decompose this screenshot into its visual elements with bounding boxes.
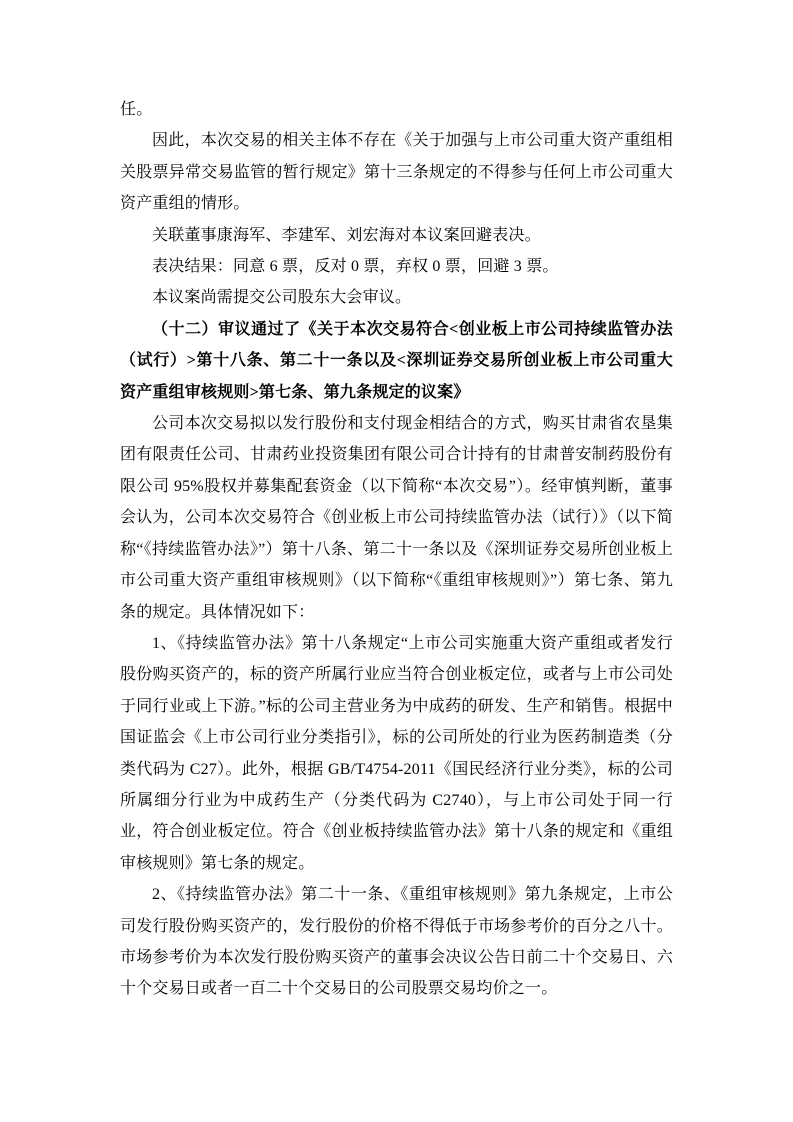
section-heading-item-12: （十二）审议通过了《关于本次交易符合<创业板上市公司持续监管办法（试行）>第十八条、第二十一条以及<深圳证券交易所创业板上市公司重大资产重组审核规则>第七条、第九条规定的议案》	[120, 320, 673, 401]
paragraph-conclusion: 因此，本次交易的相关主体不存在《关于加强与上市公司重大资产重组相关股票异常交易监管的暂行规定》第十三条规定的不得参与任何上市公司重大资产重组的情形。	[120, 132, 673, 213]
paragraph-rule-18-analysis: 1、《持续监管办法》第十八条规定“上市公司实施重大资产重组或者发行股份购买资产的，标的资产所属行业应当符合创业板定位，或者与上市公司处于同行业或上下游。”标的公司主营业务为中成药的研发、生产和销售。根据中国证监会《上市公司行业分类指引》，标的公司所处的行业为医药制造类（分类代码为 C27）。此外，根据 GB/T4754-2011《国民经济行业分类》，标的公司所属细分行业为中成药生产（分类代码为 C2740），与上市公司处于同一行业，符合创业板定位。符合《创业板持续监管办法》第十八条的规定和《重组审核规则》第七条的规定。	[120, 634, 673, 872]
paragraph-related-directors-recusal: 关联董事康海军、李建军、刘宏海对本议案回避表决。	[152, 226, 541, 244]
paragraph-transaction-overview: 公司本次交易拟以发行股份和支付现金相结合的方式，购买甘肃省农垦集团有限责任公司、甘肃药业投资集团有限公司合计持有的甘肃普安制药股份有限公司 95%股权并募集配套资金（以下简称“本次交易”）。经审慎判断，董事会认为，公司本次交易符合《创业板上市公司持续监管办法（试行）》（以下简称“《持续监管办法》”）第十八条、第二十一条以及《深圳证券交易所创业板上市公司重大资产重组审核规则》（以下简称“《重组审核规则》”）第七条、第九条的规定。具体情况如下：	[120, 415, 673, 621]
document-content	[120, 94, 673, 1005]
paragraph-submit-to-shareholders: 本议案尚需提交公司股东大会审议。	[152, 289, 412, 307]
paragraph-carryover: 任。	[120, 101, 153, 118]
paragraph-rule-21-analysis: 2、《持续监管办法》第二十一条、《重组审核规则》第九条规定，上市公司发行股份购买资产的，发行股份的价格不得低于市场参考价的百分之八十。市场参考价为本次发行股份购买资产的董事会决议公告日前二十个交易日、六十个交易日或者一百二十个交易日的公司股票交易均价之一。	[120, 886, 673, 998]
paragraph-vote-result: 表决结果：同意 6 票，反对 0 票，弃权 0 票，回避 3 票。	[152, 258, 559, 276]
